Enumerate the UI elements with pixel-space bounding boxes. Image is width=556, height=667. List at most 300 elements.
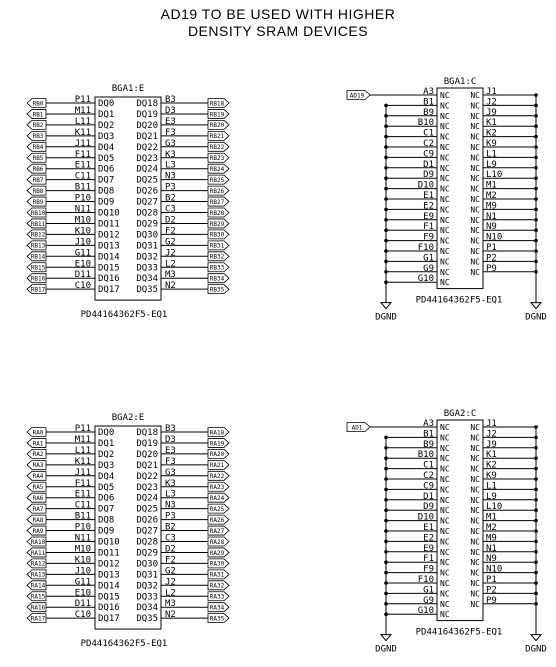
bga-e-1-net-rb9-label: RB9 [32, 198, 44, 206]
bga-e-2-ball: J10 [74, 566, 91, 577]
bga-e-1-net-rb21-label: RB21 [209, 133, 225, 141]
bga-e-2-net-ra18-label: RA18 [209, 429, 225, 437]
bga-c-2-ball: F1 [423, 554, 434, 565]
bga-e-1-net-rb13-label: RB13 [30, 242, 46, 250]
bga-c-2-ball: P2 [486, 585, 497, 596]
bga-e-2-ball: E3 [165, 445, 176, 456]
bga-e-1-ball: G11 [74, 248, 91, 259]
bga-c-2-nc: NC [440, 464, 450, 474]
bga-e-1-sig: DQ33 [136, 263, 158, 274]
bga-e-2-net-ra6-label: RA6 [32, 495, 44, 502]
bga-e-1-net-rb12-label: RB12 [30, 231, 46, 239]
bga-e-2-ball: P10 [74, 522, 91, 533]
bga-e-2-net-ra23-label: RA23 [209, 484, 225, 492]
bga-c-2-ball: M9 [486, 533, 497, 544]
bga-c-2-nc: NC [440, 547, 450, 557]
bga-c-2-nc: NC [440, 433, 450, 443]
bga-e-2-net-ra11-label: RA11 [30, 549, 46, 557]
bga-e-2-net-ra10-label: RA10 [30, 538, 46, 546]
bga-c-2-nc: NC [470, 527, 480, 536]
bga-e-1-sig: DQ19 [136, 109, 158, 120]
bga-e-1-sig: DQ1 [98, 109, 115, 120]
bga-e-2-ball: E11 [74, 489, 91, 500]
bga-c-1-ball: N1 [486, 211, 497, 222]
bga-e-2-sig: DQ5 [98, 482, 115, 493]
bga-e-1-net-rb8-label: RB8 [32, 187, 44, 195]
bga-e-1-net-rb19-label: RB19 [209, 111, 225, 119]
bga-c-1-net-ad19-label: AD19 [349, 92, 365, 100]
bga-e-2-sig: DQ23 [136, 482, 158, 493]
bga-e-1-sig: DQ34 [136, 274, 158, 285]
bga-c-1-nc: NC [440, 215, 450, 225]
bga-e-1-ball: L3 [165, 160, 176, 171]
bga-e-1-net-rb1-label: RB1 [32, 111, 44, 119]
bga-e-2-ball: G3 [165, 467, 176, 478]
bga-c-1-nc: NC [470, 215, 480, 225]
bga-c-2-gnd-right-label: DGND [525, 644, 547, 655]
bga-e-1-ball: J10 [74, 237, 91, 248]
bga-e-2-ball: L3 [165, 489, 176, 500]
bga-e-1-ball: N3 [165, 171, 176, 182]
bga-c-2-ball: L9 [486, 491, 497, 502]
bga-c-2-ball: C1 [423, 460, 434, 471]
bga-c-2-ball: D1 [423, 491, 434, 502]
bga-c-1-ball: N9 [486, 222, 497, 233]
bga-e-1-net-rb24-label: RB24 [209, 166, 225, 173]
bga-c-2-nc: NC [470, 454, 480, 464]
bga-c-1-ball: D10 [417, 180, 434, 191]
bga-e-2-net-ra0-label: RA0 [32, 429, 44, 437]
bga-c-2-nc: NC [470, 464, 480, 474]
bga-e-2-sig: DQ1 [98, 438, 115, 449]
bga-c-1-ball: D1 [423, 159, 434, 170]
bga-e-2-ball: M10 [74, 544, 91, 555]
bga-e-2-sig: DQ20 [136, 449, 158, 460]
bga-e-1-ball: E11 [74, 160, 91, 171]
bga-e-2-net-ra29-label: RA29 [209, 549, 225, 557]
bga-e-2-ball: K10 [74, 555, 91, 566]
bga-c-2-nc: NC [470, 485, 480, 495]
bga-e-1-sig: DQ25 [136, 175, 158, 186]
bga-e-2-sig: DQ30 [136, 559, 158, 570]
bga-e-1-sig: DQ0 [98, 99, 115, 109]
bga-e-2-ball: K3 [165, 478, 176, 489]
bga-e-2-ball: M11 [74, 434, 91, 445]
bga-c-1-ball: F9 [423, 232, 434, 243]
bga-e-1-sig: DQ11 [98, 219, 120, 230]
bga-c-1-ball: J9 [486, 107, 497, 118]
bga-e-1-ref: BGA1:E [111, 84, 145, 94]
bga-c-2-nc: NC [470, 516, 480, 526]
bga-c-1-nc: NC [470, 111, 480, 121]
bga-e-2-sig: DQ11 [98, 548, 120, 559]
bga-e-2-sig: DQ24 [136, 493, 158, 504]
bga-e-2-net-ra31-label: RA31 [209, 571, 225, 579]
bga-e-1-ball: F2 [165, 226, 176, 237]
bga-e-1-net-rb18-label: RB18 [209, 100, 225, 108]
bga-e-2-ball: F3 [165, 456, 176, 467]
bga-e-2-net-ra19-label: RA19 [209, 440, 225, 448]
bga-e-2-net-ra4-label: RA4 [32, 473, 44, 481]
bga-c-1-ball: F10 [417, 243, 434, 253]
bga-c-1-nc: NC [470, 163, 480, 173]
bga-c-1-nc: NC [470, 132, 480, 142]
bga-e-1-ball: E10 [74, 259, 91, 270]
bga-e-2-sig: DQ26 [136, 515, 158, 526]
bga-e-2-net-ra25-label: RA25 [209, 505, 225, 513]
bga-e-1-net-rb2-label: RB2 [32, 122, 44, 130]
bga-e-2-ball: F2 [165, 555, 176, 566]
bga-e-1-net-rb30-label: RB30 [209, 231, 225, 239]
bga-e-2-ball: D3 [165, 434, 176, 445]
bga-c-1-nc: NC [440, 267, 450, 277]
bga-c-2-ball: B10 [417, 450, 434, 461]
bga-c-1-ball: K9 [486, 139, 497, 149]
bga-c-1-ball: K1 [486, 118, 497, 129]
bga-e-2-sig: DQ21 [136, 460, 158, 471]
bga-e-2-sig: DQ28 [136, 537, 158, 548]
bga-e-2-ball: L11 [74, 445, 91, 456]
bga-c-2-ball: C9 [423, 481, 434, 492]
bga-c-1-nc: NC [440, 153, 450, 163]
bga-c-1-ball: G1 [423, 253, 434, 264]
bga-c-1-nc: NC [470, 226, 480, 236]
bga-c-1-ball: L9 [486, 159, 497, 170]
bga-c-1-ball: E2 [423, 201, 434, 212]
bga-e-1-net-rb3-label: RB3 [32, 133, 44, 141]
bga-c-1-nc: NC [470, 205, 480, 215]
bga-c-1-nc: NC [470, 101, 480, 111]
bga-c-2-nc: NC [440, 423, 450, 432]
bga-e-1-net-rb14-label: RB14 [30, 253, 46, 261]
bga-c-2-nc: NC [440, 475, 450, 484]
bga-e-2-sig: DQ3 [98, 460, 115, 471]
bga-e-2-net-ra22-label: RA22 [209, 473, 225, 481]
bga-e-1-ball: L2 [165, 259, 176, 270]
bga-c-2-ball: C2 [423, 471, 434, 481]
bga-c-2-nc: NC [470, 599, 480, 609]
bga-e-1-sig: DQ17 [98, 285, 120, 296]
bga-c-2-nc: NC [470, 558, 480, 568]
bga-e-2-sig: DQ2 [98, 449, 115, 460]
bga-c-1-ball: C9 [423, 149, 434, 160]
bga-e-1-ball: P11 [74, 95, 91, 105]
bga-e-1-sig: DQ14 [98, 252, 120, 263]
bga-e-2-sig: DQ27 [136, 526, 158, 537]
bga-c-2-nc: NC [470, 423, 480, 432]
bga-e-2-ball: L2 [165, 588, 176, 599]
bga-c-1-nc: NC [440, 143, 450, 152]
bga-e-2-sig: DQ22 [136, 471, 158, 482]
bga-c-2-ball: G9 [423, 595, 434, 606]
bga-c-2-nc: NC [440, 537, 450, 547]
bga-e-1-ball: G3 [165, 138, 176, 149]
bga-e-1-ball: B3 [165, 95, 176, 105]
bga-e-1-sig: DQ15 [98, 263, 120, 274]
bga-e-1-ball: M11 [74, 105, 91, 116]
bga-c-1-nc: NC [470, 153, 480, 163]
bga-c-2-net-ad1-label: AD1 [351, 424, 363, 432]
bga-e-1-sig: DQ7 [98, 175, 115, 186]
bga-c-1-nc: NC [440, 247, 450, 256]
bga-c-1-ball: B10 [417, 118, 434, 129]
bga-e-1-net-rb17-label: RB17 [30, 286, 46, 294]
bga-e-1-net-rb34-label: RB34 [209, 275, 225, 283]
bga-c-2-ball: D9 [423, 502, 434, 513]
bga-c-1-ref: BGA1:C [443, 77, 477, 87]
bga-c-1-ball: L1 [486, 149, 497, 160]
bga-e-2-sig: DQ8 [98, 515, 115, 526]
bga-c-2-ball: E1 [423, 523, 434, 533]
bga-e-2-net-ra30-label: RA30 [209, 560, 225, 568]
bga-c-2-ball: G10 [417, 606, 434, 617]
bga-e-2-net-ra14-label: RA14 [30, 582, 46, 590]
bga-c-2-gnd-right-symbol [531, 635, 541, 641]
bga-e-1-net-rb16-label: RB16 [30, 275, 46, 283]
bga-e-2-sig: DQ6 [98, 493, 115, 504]
bga-e-1-sig: DQ22 [136, 142, 158, 153]
bga-e-2-sig: DQ7 [98, 504, 115, 515]
bga-e-1-ball: K3 [165, 149, 176, 160]
bga-c-1-nc: NC [470, 174, 480, 184]
bga-e-2-ball: N3 [165, 500, 176, 511]
bga-e-2-sig: DQ0 [98, 428, 115, 438]
bga-e-2-net-ra5-label: RA5 [32, 484, 44, 492]
bga-c-2-ball: N9 [486, 554, 497, 565]
bga-c-1-ball: K2 [486, 128, 497, 139]
bga-e-1-ball: E3 [165, 116, 176, 127]
bga-c-1-nc: NC [470, 91, 480, 100]
bga-e-2-sig: DQ33 [136, 592, 158, 603]
bga-c-2-nc: NC [470, 589, 480, 599]
bga-e-1-ball: M10 [74, 215, 91, 226]
bga-c-2-nc: NC [440, 568, 450, 578]
bga-c-2-nc: NC [470, 475, 480, 484]
bga-e-2-sig: DQ32 [136, 581, 158, 592]
bga-c-1-part: PD44164362F5-EQ1 [415, 295, 503, 306]
bga-e-2-sig: DQ16 [98, 603, 120, 614]
bga-c-2-nc: NC [440, 558, 450, 568]
bga-e-1-ball: L11 [74, 116, 91, 127]
bga-e-2-net-ra34-label: RA34 [209, 604, 225, 612]
bga-e-2-net-ra2-label: RA2 [32, 451, 44, 459]
bga-c-1-nc: NC [440, 163, 450, 173]
bga-c-1-nc: NC [440, 195, 450, 204]
bga-e-1-net-rb31-label: RB31 [209, 242, 225, 250]
bga-c-1-nc: NC [440, 236, 450, 246]
bga-c-1-nc: NC [440, 101, 450, 111]
bga-e-1-sig: DQ5 [98, 153, 115, 164]
bga-e-1-sig: DQ6 [98, 164, 115, 175]
bga-e-1-net-rb0-label: RB0 [32, 100, 44, 108]
bga-e-2-sig: DQ9 [98, 526, 115, 537]
bga-c-2-nc: NC [440, 527, 450, 536]
bga-e-1-net-rb29-label: RB29 [209, 220, 225, 228]
bga-c-2-nc: NC [470, 506, 480, 516]
bga-e-1-part: PD44164362F5-EQ1 [80, 310, 168, 321]
bga-c-2-ball: E2 [423, 533, 434, 544]
bga-e-2-ball: C10 [74, 610, 91, 621]
bga-e-2-net-ra16-label: RA16 [30, 604, 46, 612]
bga-e-1-net-rb7-label: RB7 [32, 176, 44, 184]
bga-e-2-net-ra7-label: RA7 [32, 505, 44, 513]
bga-e-1-sig: DQ35 [136, 285, 158, 296]
bga-c-2-nc: NC [470, 547, 480, 557]
bga-e-2-ball: G11 [74, 577, 91, 588]
bga-e-2-sig: DQ10 [98, 537, 120, 548]
bga-e-1-ball: F11 [74, 149, 91, 160]
bga-e-2-ball: G2 [165, 566, 176, 577]
bga-c-2-ball: G1 [423, 585, 434, 596]
bga-e-1-ball: G2 [165, 237, 176, 248]
bga-e-1-sig: DQ26 [136, 186, 158, 197]
bga-c-1-nc: NC [470, 184, 480, 194]
bga-c-1-nc: NC [470, 143, 480, 152]
bga-e-2-ball: K11 [74, 456, 91, 467]
bga-c-1-nc: NC [470, 195, 480, 204]
bga-e-1-net-rb33-label: RB33 [209, 264, 225, 272]
bga-c-2-nc: NC [440, 495, 450, 505]
bga-c-1-nc: NC [440, 278, 450, 288]
bga-e-1-sig: DQ31 [136, 241, 158, 252]
bga-e-1-ball: C10 [74, 281, 91, 292]
bga-e-1-net-rb11-label: RB11 [30, 220, 46, 228]
bga-e-1-sig: DQ3 [98, 131, 115, 142]
bga-e-1-ball: M3 [165, 270, 176, 281]
bga-c-1-ball: N10 [486, 232, 503, 243]
bga-e-2-ball: P3 [165, 511, 176, 522]
bga-c-2-ball: K2 [486, 460, 497, 471]
bga-e-1-ball: F3 [165, 127, 176, 138]
bga-c-1-nc: NC [440, 111, 450, 121]
bga-e-1-net-rb27-label: RB27 [209, 198, 225, 206]
bga-c-2-ball: L1 [486, 481, 497, 492]
bga-c-2-ball: E9 [423, 543, 434, 554]
bga-c-1-ball: M2 [486, 191, 497, 201]
bga-c-1-ball: P1 [486, 243, 497, 253]
bga-c-1-ball: J2 [486, 97, 497, 108]
bga-c-1-ball: A3 [423, 87, 434, 97]
bga-c-2-nc: NC [470, 537, 480, 547]
bga-e-1-sig: DQ2 [98, 120, 115, 131]
bga-e-1-sig: DQ12 [98, 230, 120, 241]
bga-c-1-ball: P2 [486, 253, 497, 264]
bga-c-2-ball: J2 [486, 429, 497, 440]
bga-e-2-ball: N2 [165, 610, 176, 621]
bga-c-2-ball: D10 [417, 512, 434, 523]
bga-c-2-ball: J9 [486, 439, 497, 450]
bga-e-2-sig: DQ29 [136, 548, 158, 559]
title-line-2: DENSITY SRAM DEVICES [187, 23, 369, 39]
bga-e-2-ball: E10 [74, 588, 91, 599]
bga-e-2-ball: D11 [74, 599, 91, 610]
bga-e-2-net-ra8-label: RA8 [32, 516, 44, 524]
bga-e-1-sig: DQ9 [98, 197, 115, 208]
bga-e-1-net-rb32-label: RB32 [209, 253, 225, 261]
bga-e-1-ball: D2 [165, 215, 176, 226]
bga-e-2-sig: DQ34 [136, 603, 158, 614]
bga-e-1-sig: DQ8 [98, 186, 115, 197]
bga-e-1-net-rb15-label: RB15 [30, 264, 46, 272]
bga-c-1-nc: NC [470, 247, 480, 256]
bga-e-2-ball: C3 [165, 533, 176, 544]
bga-c-1-ball: M9 [486, 201, 497, 212]
bga-c-2-nc: NC [440, 589, 450, 599]
bga-e-2-net-ra26-label: RA26 [209, 516, 225, 524]
bga-e-2-sig: DQ35 [136, 614, 158, 625]
bga-e-1-ball: D3 [165, 105, 176, 116]
bga-c-2-nc: NC [440, 485, 450, 495]
bga-e-2-sig: DQ18 [136, 428, 158, 438]
bga-e-1-ball: J11 [74, 138, 91, 149]
bga-c-2-nc: NC [440, 506, 450, 516]
bga-c-2-nc: NC [470, 433, 480, 443]
bga-c-2-nc: NC [440, 599, 450, 609]
bga-e-2-sig: DQ31 [136, 570, 158, 581]
bga-c-2-part: PD44164362F5-EQ1 [415, 627, 503, 638]
bga-c-2-ball: L10 [486, 502, 503, 513]
bga-c-1-nc: NC [440, 205, 450, 215]
bga-c-1-ball: P9 [486, 263, 497, 274]
bga-c-2-nc: NC [440, 443, 450, 453]
bga-e-1-ball: K10 [74, 226, 91, 237]
bga-e-1-net-rb23-label: RB23 [209, 155, 225, 163]
bga-e-1-ball: N11 [74, 204, 91, 215]
bga-c-2-ball: J1 [486, 419, 497, 429]
bga-e-2-part: PD44164362F5-EQ1 [80, 639, 168, 650]
bga-e-1-sig: DQ18 [136, 99, 158, 109]
bga-c-2-ball: P9 [486, 595, 497, 606]
bga-c-2-ball: B9 [423, 439, 434, 450]
bga-c-2-ball: F9 [423, 564, 434, 575]
bga-c-1-ball: C2 [423, 139, 434, 149]
bga-e-1-sig: DQ28 [136, 208, 158, 219]
bga-c-1-nc: NC [440, 184, 450, 194]
bga-e-1-net-rb4-label: RB4 [32, 144, 44, 152]
bga-e-1-sig: DQ30 [136, 230, 158, 241]
bga-e-2-sig: DQ19 [136, 438, 158, 449]
bga-e-1-sig: DQ29 [136, 219, 158, 230]
bga-c-1-nc: NC [440, 132, 450, 142]
bga-c-2-ball: P1 [486, 575, 497, 585]
bga-c-2-ball: K9 [486, 471, 497, 481]
bga-e-1-ball: C11 [74, 171, 91, 182]
bga-c-1-ball: F1 [423, 222, 434, 233]
bga-e-1-sig: DQ32 [136, 252, 158, 263]
bga-c-1-gnd-right-symbol [531, 303, 541, 309]
bga-e-2-net-ra35-label: RA35 [209, 615, 225, 623]
bga-c-1-nc: NC [470, 122, 480, 132]
bga-e-1-ball: P10 [74, 193, 91, 204]
bga-e-1-ball: B2 [165, 193, 176, 204]
bga-c-2-ball: B1 [423, 429, 434, 440]
bga-c-2-ball: F10 [417, 575, 434, 585]
bga-c-2-nc: NC [440, 516, 450, 526]
bga-e-2-sig: DQ15 [98, 592, 120, 603]
bga-c-2-nc: NC [470, 443, 480, 453]
bga-c-2-nc: NC [440, 454, 450, 464]
bga-c-1-ball: G9 [423, 263, 434, 274]
bga-e-1-ball: P3 [165, 182, 176, 193]
bga-c-2-nc: NC [470, 495, 480, 505]
bga-c-1-ball: D9 [423, 170, 434, 181]
bga-e-2-ball: N11 [74, 533, 91, 544]
bga-e-2-ball: D2 [165, 544, 176, 555]
bga-e-1-ball: J2 [165, 248, 176, 259]
bga-e-2-ball: B3 [165, 424, 176, 434]
bga-e-2-net-ra27-label: RA27 [209, 527, 225, 535]
bga-e-2-net-ra17-label: RA17 [30, 615, 46, 623]
